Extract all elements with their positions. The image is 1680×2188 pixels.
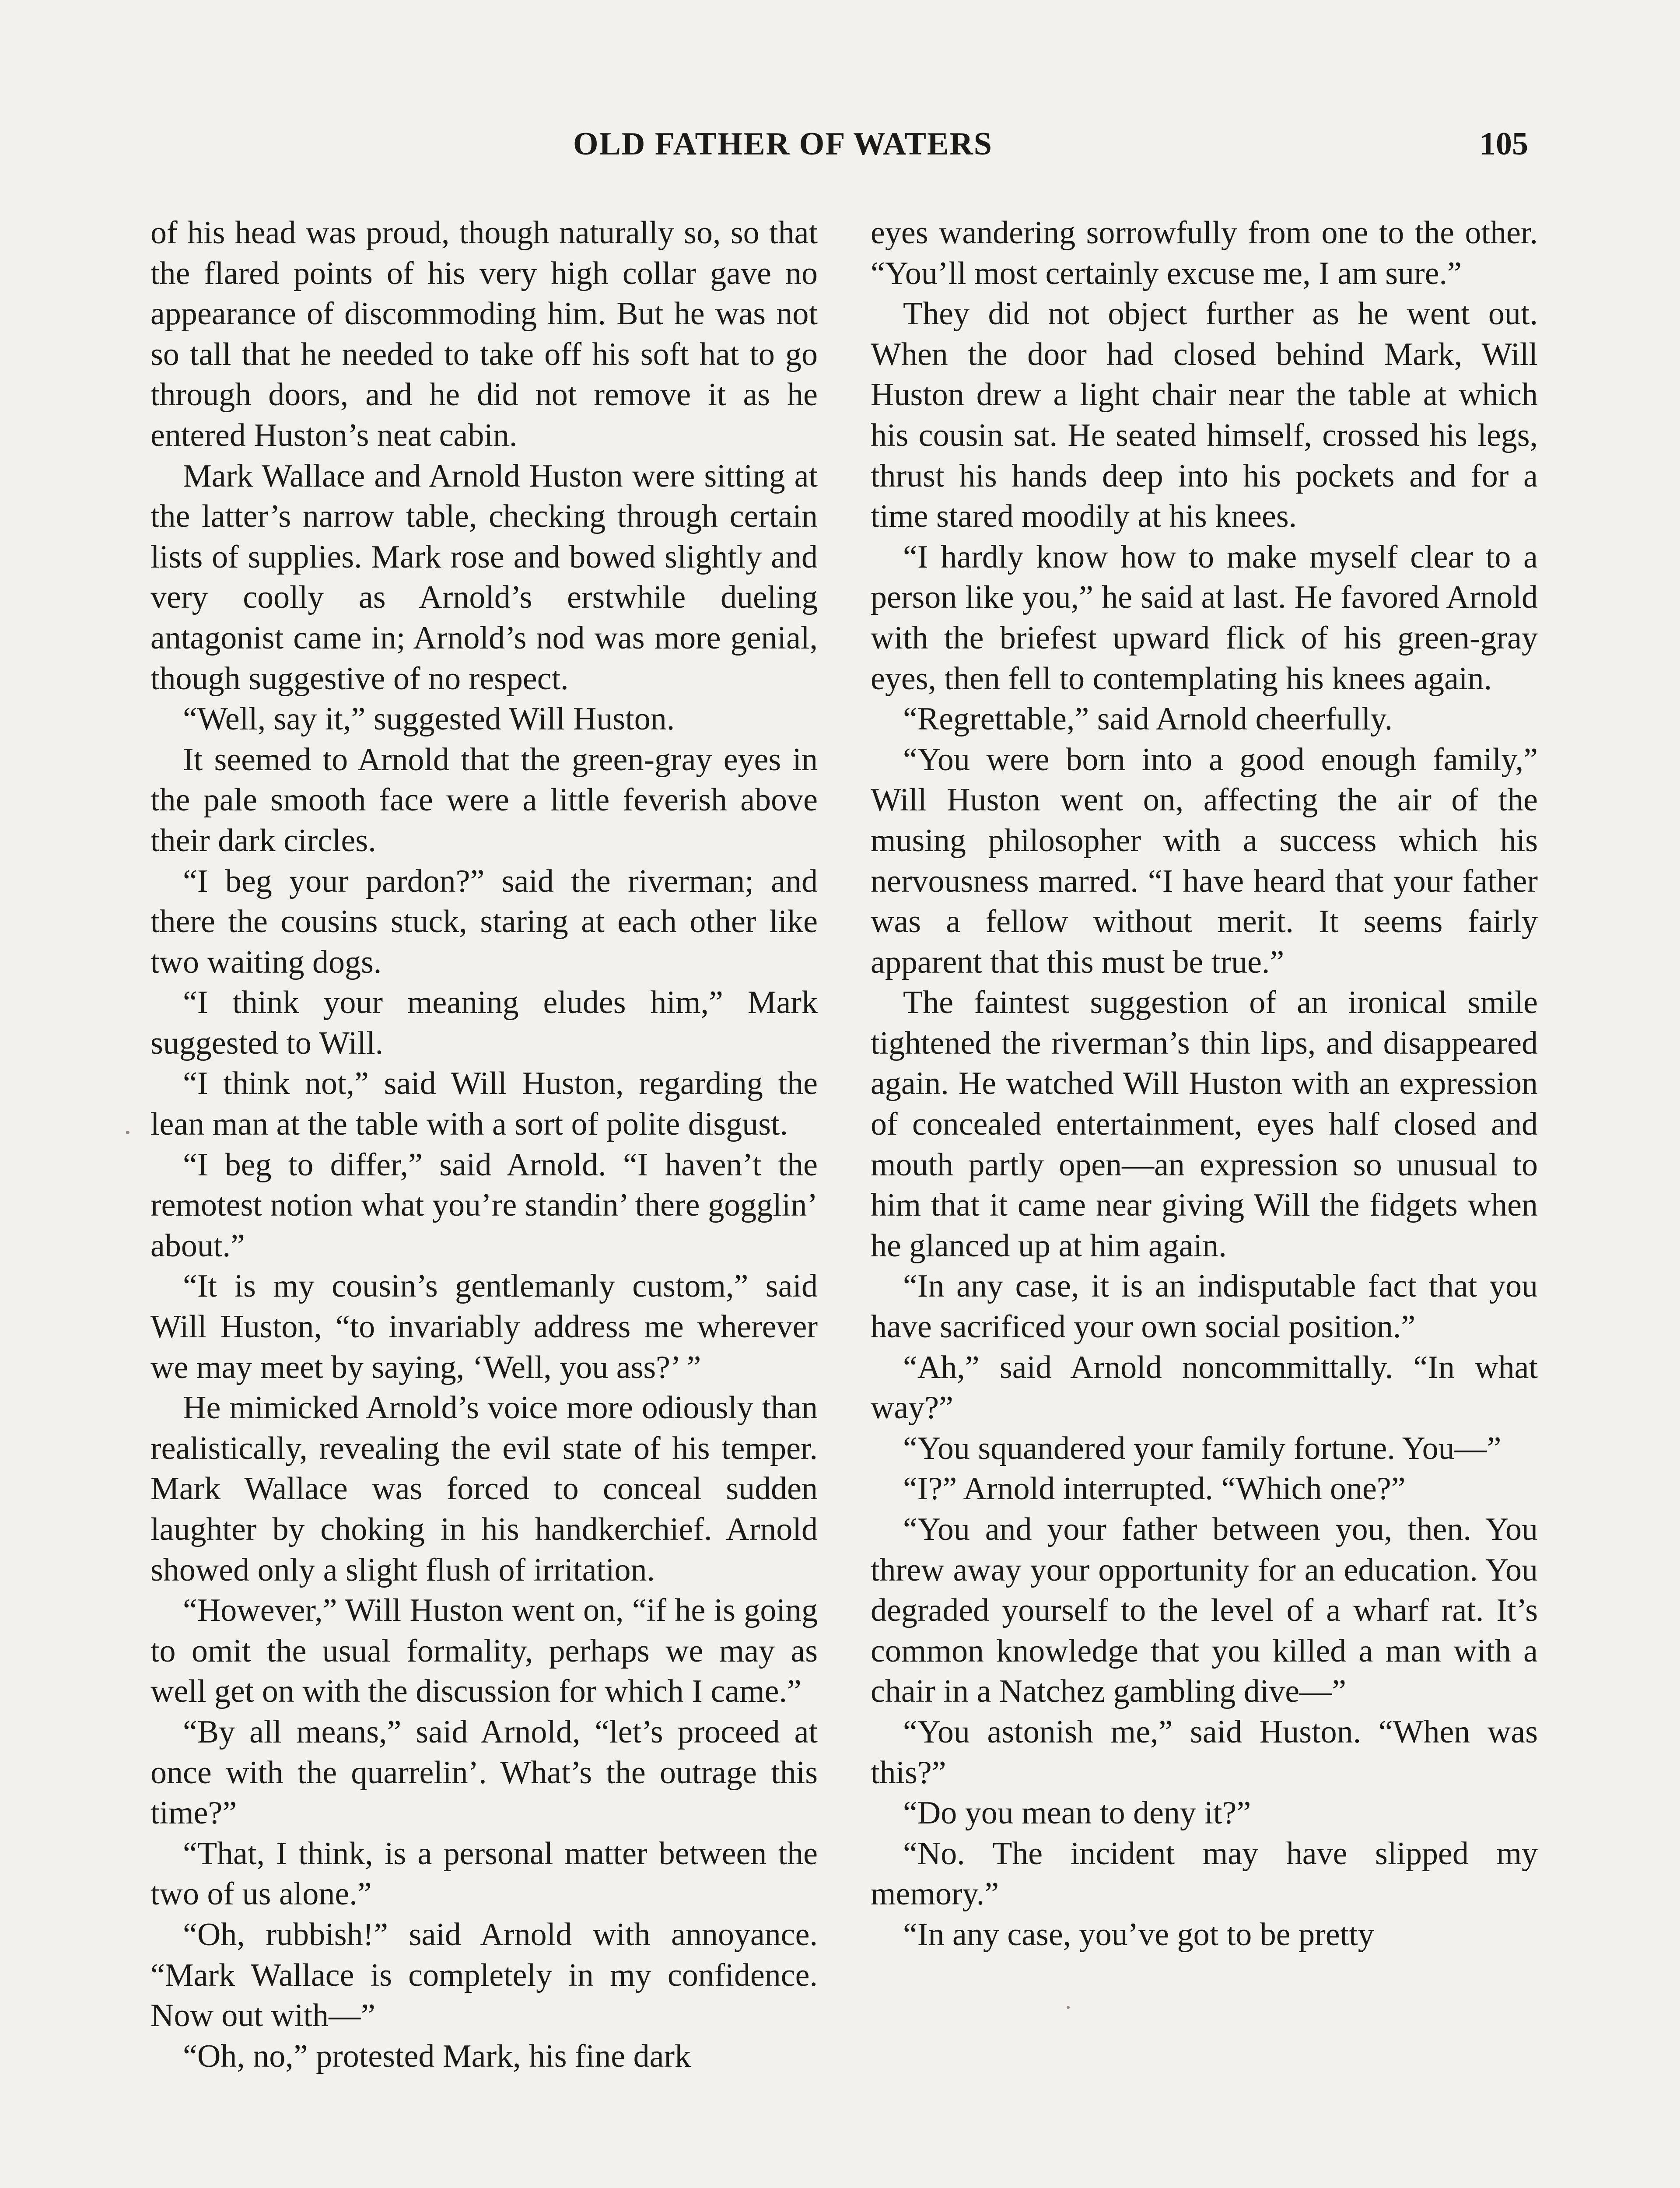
paragraph: “By all means,” said Arnold, “let’s proceed at once with the quarrelin’. What’s the outrage this time?” [150,1714,818,1831]
paragraph: They did not object further as he went out. When the door had closed behind Mark, Will Huston drew a light chair near the table at which his cousin sat. He seated himself, crossed his legs, thrust his hands deep into his pockets and for a time stared moodily at his knees. [871,296,1538,535]
paragraph: “You squandered your family fortune. You—” [903,1430,1502,1466]
paragraph: “I beg your pardon?” said the riverman; and there the cousins stuck, staring at each other like two waiting dogs. [150,863,818,980]
right-column [871,213,1538,1955]
paragraph: “No. The incident may have slipped my memory.” [871,1835,1538,1912]
ink-speck [126,1131,130,1134]
paragraph: “It is my cousin’s gentlemanly custom,” said Will Huston, “to invariably address me wherever we may meet by saying, ‘Well, you ass?’ ” [150,1268,818,1385]
paragraph: “Do you mean to deny it?” [903,1795,1251,1831]
paragraph: It seemed to Arnold that the green-gray eyes in the pale smooth face were a little feverish above their dark circles. [150,741,818,859]
paragraph: “I think your meaning eludes him,” Mark suggested to Will. [150,985,818,1061]
paragraph: “I think not,” said Will Huston, regarding the lean man at the table with a sort of polite disgust. [150,1066,818,1143]
paragraph: eyes wandering sorrowfully from one to the other. “You’ll most certainly excuse me, I am sure.” [871,215,1538,291]
paragraph: “In any case, it is an indisputable fact that you have sacrificed your own social position.” [871,1268,1538,1345]
paragraph: “I beg to differ,” said Arnold. “I haven’t the remotest notion what you’re standin’ there gogglin’ about.” [150,1147,818,1264]
paragraph: “Well, say it,” suggested Will Huston. [183,701,675,737]
paragraph: “However,” Will Huston went on, “if he is going to omit the usual formality, perhaps we may as well get on with the discussion for which I came.” [150,1592,818,1710]
paragraph: “Ah,” said Arnold noncommittally. “In what way?” [871,1349,1538,1426]
paragraph: “Oh, no,” protested Mark, his fine dark [183,2038,691,2074]
paragraph: “You and your father between you, then. You threw away your opportunity for an education. You degraded yourself to the level of a wharf rat. It’s common knowledge that you killed a man with a chair in a Natchez gambling dive—” [871,1511,1538,1710]
paragraph: “That, I think, is a personal matter between the two of us alone.” [150,1835,818,1912]
page-number: 105 [1480,126,1528,162]
paragraph: “Regrettable,” said Arnold cheerfully. [903,701,1393,737]
paragraph: “You astonish me,” said Huston. “When was this?” [871,1714,1538,1791]
paragraph: “Oh, rubbish!” said Arnold with annoyance. “Mark Wallace is completely in my confidence. Now out with—” [150,1916,818,2034]
paragraph: “In any case, you’ve got to be pretty [903,1916,1374,1953]
paragraph: “I hardly know how to make myself clear to a person like you,” he said at last. He favored Arnold with the briefest upward flick of his green-gray eyes, then fell to contemplating his knees again. [871,539,1538,697]
running-title: OLD FATHER OF WATERS [573,126,993,162]
left-column [150,213,818,2076]
paragraph: Mark Wallace and Arnold Huston were sitting at the latter’s narrow table, checking through certain lists of supplies. Mark rose and bowed slightly and very coolly as Arnold’s erstwhile dueling antagonist came in; Arnold’s nod was more genial, though suggestive of no respect. [150,458,818,697]
paragraph: “You were born into a good enough family,” Will Huston went on, affecting the air of the musing philosopher with a success which his nervousness marred. “I have heard that your father was a fellow without merit. It seems fairly apparent that this must be true.” [871,741,1538,980]
paragraph: The faintest suggestion of an ironical smile tightened the riverman’s thin lips, and disappeared again. He watched Will Huston with an expression of concealed entertainment, eyes half closed and mouth partly open—an expression so unusual to him that it came near giving Will the fidgets when he glanced up at him again. [871,985,1538,1264]
paragraph: “I?” Arnold interrupted. “Which one?” [903,1471,1406,1507]
paragraph: He mimicked Arnold’s voice more odiously than realistically, revealing the evil state of his temper. Mark Wallace was forced to conceal sudden laughter by choking in his handkerchief. Arnold showed only a slight flush of irritation. [150,1390,818,1588]
ink-speck [1067,2006,1070,2009]
paragraph: of his head was proud, though naturally so, so that the flared points of his very high collar gave no appearance of discommoding him. But he was not so tall that he needed to take off his soft hat to go through doors, and he did not remove it as he entered Huston’s neat cabin. [150,215,818,453]
